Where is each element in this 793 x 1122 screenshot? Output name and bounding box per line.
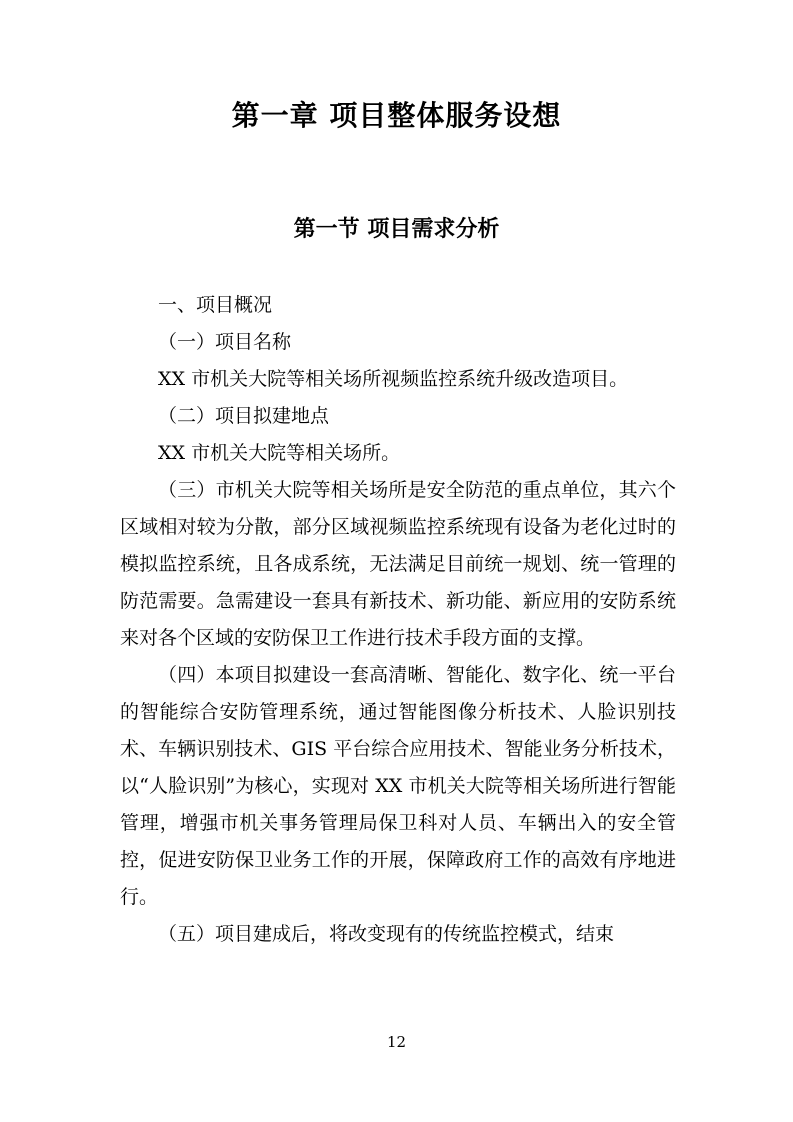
body-text (120, 287, 676, 953)
paragraph-project-location: XX 市机关大院等相关场所。 (158, 442, 401, 464)
paragraph-section-3: （三）市机关大院等相关场所是安全防范的重点单位，其六个区域相对较为分散，部分区域视频监控系统现有设备为老化过时的模拟监控系统，且各成系统，无法满足目前统一规划、统一管理的防范需要。急需建设一套具有新技术、新功能、新应用的安防系统来对各个区域的安防保卫工作进行技术手段方面的支撑。 (120, 479, 676, 649)
page-number: 12 (386, 1033, 407, 1051)
paragraph-section-4: （四）本项目拟建设一套高清晰、智能化、数字化、统一平台的智能综合安防管理系统，通过智能图像分析技术、人脸识别技术、车辆识别技术、GIS 平台综合应用技术、智能业务分析技术，以“人脸识别”为核心，实现对 XX 市机关大院等相关场所进行智能管理，增强市机关事务管理局保卫科对人员、车辆出入的安全管控，促进安防保卫业务工作的开展，保障政府工作的高效有序地进行。 (120, 664, 676, 908)
heading-project-name: （一）项目名称 (158, 331, 292, 353)
chapter-title: 第一章 项目整体服务设想 (231, 99, 562, 132)
section-title: 第一节 项目需求分析 (293, 216, 500, 242)
heading-project-location: （二）项目拟建地点 (158, 405, 330, 427)
heading-project-overview: 一、项目概况 (158, 294, 273, 316)
paragraph-project-name: XX 市机关大院等相关场所视频监控系统升级改造项目。 (158, 368, 629, 390)
paragraph-section-5: （五）项目建成后，将改变现有的传统监控模式，结束 (158, 923, 615, 945)
